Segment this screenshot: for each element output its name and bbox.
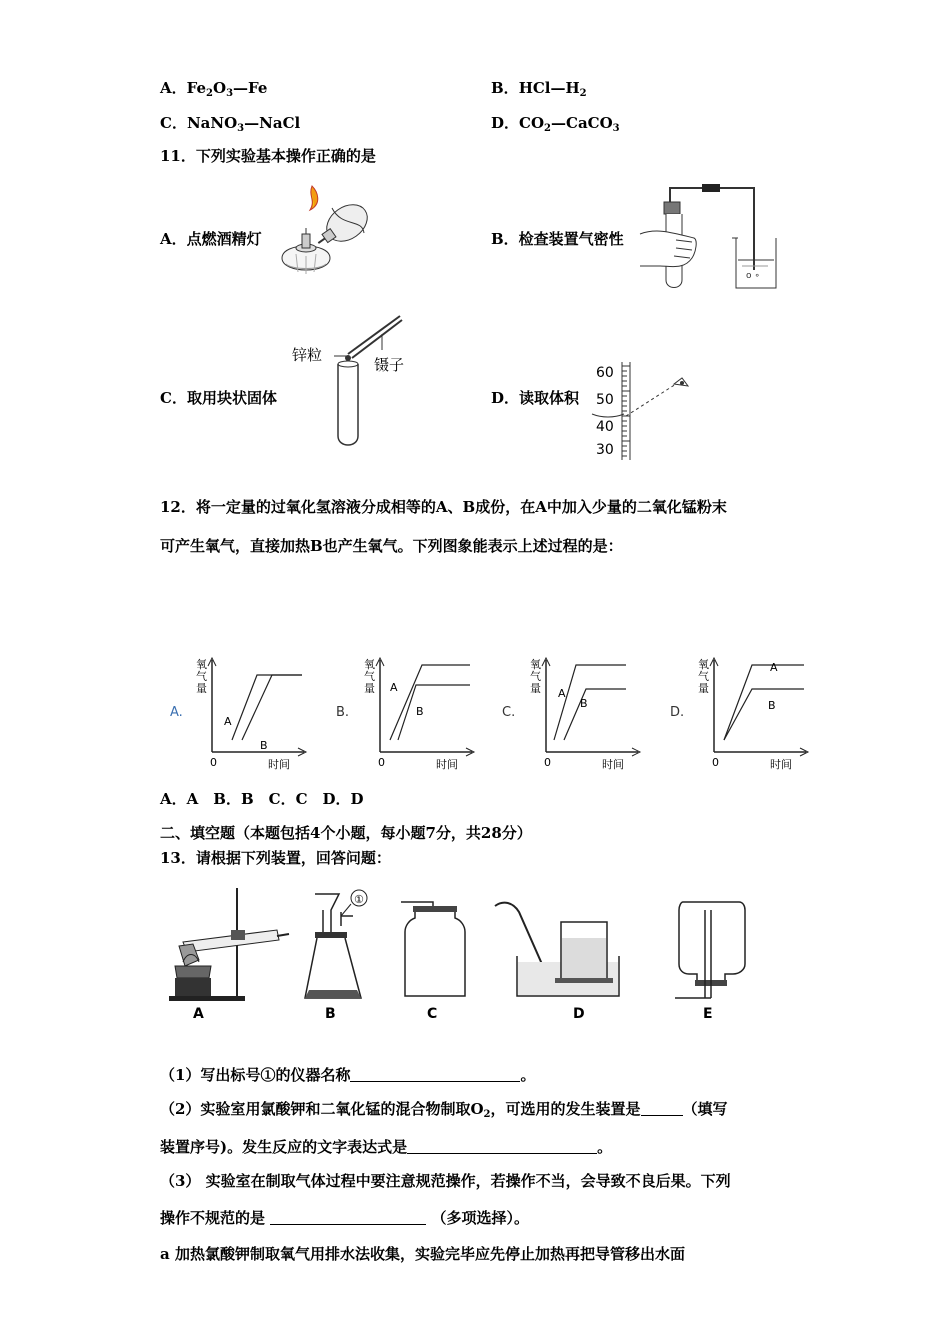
q13-part2-line1: （2）实验室用氯酸钾和二氧化锰的混合物制取$O_2$，可选用的发生装置是 （填写 xyxy=(160,1100,728,1120)
q13-item-a: a 加热氯酸钾制取氧气用排水法收集，实验完毕应先停止加热再把导管移出水面 xyxy=(160,1245,685,1263)
y-axis-label-char: 量 xyxy=(364,682,375,695)
tick-label-50: 50 xyxy=(596,392,614,408)
tick-label-40: 40 xyxy=(596,419,614,435)
oxygen-graph-a xyxy=(160,652,320,772)
q13-part1: （1）写出标号①的仪器名称 。 xyxy=(160,1066,536,1084)
q13-part2-line2: 装置序号)。发生反应的文字表达式是 。 xyxy=(160,1138,613,1156)
series-a-line xyxy=(554,665,626,740)
origin-label: 0 xyxy=(378,756,385,769)
oxygen-graph-b xyxy=(334,652,494,772)
q12-answer-options: A．A B．B C．C D．D xyxy=(160,790,364,808)
q10-option-a: A．$Fe_2O_3—Fe$ xyxy=(160,79,268,99)
apparatus-label-c: C xyxy=(427,1006,438,1022)
x-axis-label: 时间 xyxy=(770,758,792,771)
x-axis-label: 时间 xyxy=(436,758,458,771)
q10-option-d: D．$CO_2—CaCO_3$ xyxy=(491,114,620,134)
y-axis-label-char: 氧 xyxy=(698,658,709,671)
series-a-label: A xyxy=(390,681,398,694)
alcohol-lamp-illustration xyxy=(272,178,382,290)
series-b-label: B xyxy=(580,697,588,710)
q12-stem-line1: 12．将一定量的过氧化氢溶液分成相等的A、B成份，在A中加入少量的二氧化锰粉末 xyxy=(160,498,727,516)
q11-option-b: B．检查装置气密性 xyxy=(491,230,624,248)
series-b-line xyxy=(564,689,626,740)
apparatus-d xyxy=(495,903,619,1022)
q13-apparatus-illustration xyxy=(165,886,765,1022)
oxygen-graph-c xyxy=(500,652,660,772)
graph-letter: A. xyxy=(170,705,183,720)
graph-letter: D. xyxy=(670,705,685,720)
answer-blank-2[interactable] xyxy=(641,1101,683,1116)
answer-blank-1[interactable] xyxy=(350,1067,520,1082)
q10-option-c: C．NaNO$_3$—NaCl xyxy=(160,114,301,134)
series-a-label: A xyxy=(224,715,232,728)
q11-option-c: C．取用块状固体 xyxy=(160,389,277,407)
series-b-line xyxy=(724,689,804,740)
origin-label: 0 xyxy=(544,756,551,769)
series-a-line xyxy=(724,665,804,740)
zinc-label: 锌粒 xyxy=(292,346,323,364)
q13-part3-line1: （3） 实验室在制取气体过程中要注意规范操作，若操作不当，会导致不良后果。下列 xyxy=(160,1172,731,1190)
series-b-label: B xyxy=(768,699,776,712)
series-b-line xyxy=(398,685,470,740)
tick-label-60: 60 xyxy=(596,365,614,381)
y-axis-label-char: 氧 xyxy=(364,658,375,671)
q11-stem: 11．下列实验基本操作正确的是 xyxy=(160,147,376,165)
y-axis-label-char: 气 xyxy=(196,670,207,683)
series-b-label: B xyxy=(260,739,268,752)
apparatus-label-b: B xyxy=(325,1006,336,1022)
y-axis-label-char: 氧 xyxy=(196,658,207,671)
q11-option-a: A．点燃酒精灯 xyxy=(160,230,262,248)
y-axis-label-char: 量 xyxy=(196,682,207,695)
series-b-line xyxy=(242,675,302,740)
origin-label: 0 xyxy=(210,756,217,769)
oxygen-graph-d xyxy=(668,652,828,772)
y-axis-label-char: 气 xyxy=(698,670,709,683)
q10-option-b: B．$HCl—H_2$ xyxy=(491,79,587,99)
answer-blank-3[interactable] xyxy=(407,1139,597,1154)
graph-letter: B. xyxy=(336,705,350,720)
apparatus-label-e: E xyxy=(703,1006,713,1022)
q11-option-d: D．读取体积 xyxy=(491,389,580,407)
series-a-label: A xyxy=(558,687,566,700)
solid-taking-illustration xyxy=(286,306,416,452)
q13-part3-line2: 操作不规范的是 （多项选择）。 xyxy=(160,1209,529,1227)
apparatus-a xyxy=(169,888,289,1022)
graph-letter: C. xyxy=(502,705,516,720)
apparatus-b xyxy=(305,890,367,1022)
series-b-label: B xyxy=(416,705,424,718)
y-axis-label-char: 量 xyxy=(698,682,709,695)
q13-stem: 13．请根据下列装置，回答问题： xyxy=(160,849,391,867)
circle-marker: ① xyxy=(354,893,364,906)
cylinder-reading-illustration xyxy=(590,362,700,466)
airtightness-check-illustration xyxy=(636,180,788,292)
y-axis-label-char: 气 xyxy=(364,670,375,683)
x-axis-label: 时间 xyxy=(602,758,624,771)
tweezers-label: 镊子 xyxy=(374,356,405,374)
origin-label: 0 xyxy=(712,756,719,769)
answer-blank-4[interactable] xyxy=(270,1210,426,1225)
apparatus-c xyxy=(401,902,465,1022)
apparatus-label-d: D xyxy=(573,1006,585,1022)
x-axis-label: 时间 xyxy=(268,758,290,771)
apparatus-e xyxy=(675,902,745,1022)
q12-stem-line2: 可产生氧气，直接加热B也产生氧气。下列图象能表示上述过程的是： xyxy=(160,537,623,555)
y-axis-label-char: 气 xyxy=(530,670,541,683)
section2-heading: 二、填空题（本题包括4个小题，每小题7分，共28分） xyxy=(160,824,532,842)
series-a-label: A xyxy=(770,661,778,674)
y-axis-label-char: 氧 xyxy=(530,658,541,671)
tick-label-30: 30 xyxy=(596,442,614,458)
svg-text:o ∘: o ∘ xyxy=(746,271,761,281)
y-axis-label-char: 量 xyxy=(530,682,541,695)
apparatus-label-a: A xyxy=(193,1006,204,1022)
